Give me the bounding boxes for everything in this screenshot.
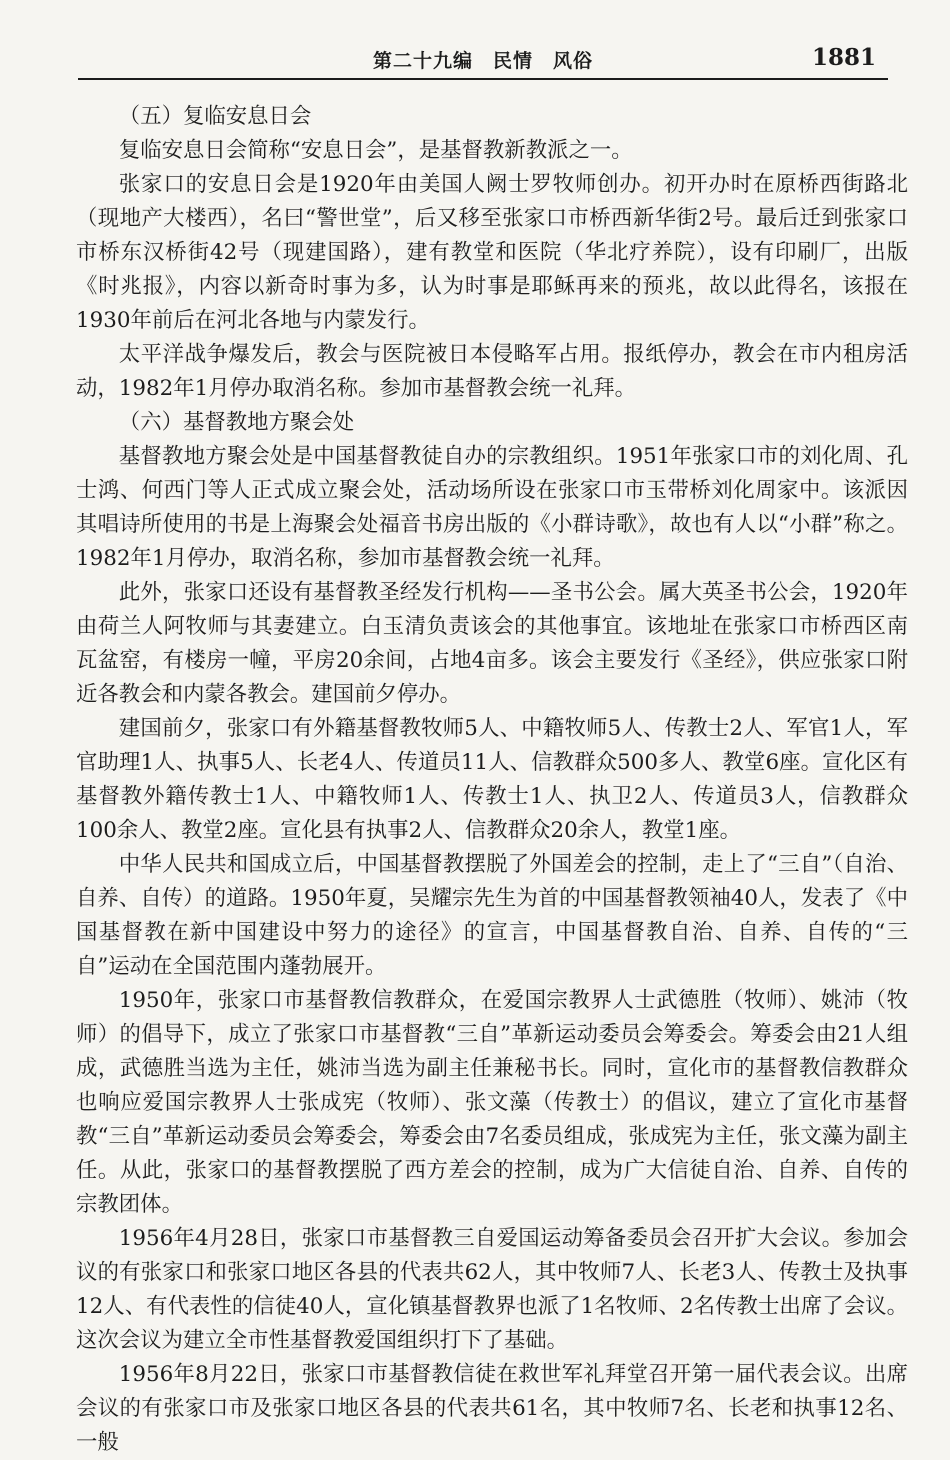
page-number: 1881 — [811, 44, 876, 71]
paragraph: 基督教地方聚会处是中国基督教徒自办的宗教组织。1951年张家口市的刘化周、孔士鸿、何西门等人正式成立聚会处，活动场所设在张家口市玉带桥刘化周家中。该派因其唱诗所使用的书是上海聚会处福音书房出版的《小群诗歌》，故也有人以“小群”称之。1982年1月停办，取消名称，参加市基督教会统一礼拜。 — [76, 444, 908, 571]
paragraph: 1956年4月28日，张家口市基督教三自爱国运动筹备委员会召开扩大会议。参加会议的有张家口和张家口地区各县的代表共62人，其中牧师7人、长老3人、传教士及执事12人、有代表性的信徒40人，宣化镇基督教界也派了1名牧师、2名传教士出席了会议。这次会议为建立全市性基督教爱国组织打下了基础。 — [76, 1226, 908, 1353]
paragraph: 张家口的安息日会是1920年由美国人阙士罗牧师创办。初开办时在原桥西街路北（现地产大楼西），名曰“警世堂”，后又移至张家口市桥西新华街2号。最后迁到张家口市桥东汉桥街42号（现建国路），建有教堂和医院（华北疗养院），设有印刷厂，出版《时兆报》，内容以新奇时事为多，认为时事是耶稣再来的预兆，故以此得名，该报在1930年前后在河北各地与内蒙发行。 — [76, 172, 908, 333]
paragraph: 建国前夕，张家口有外籍基督教牧师5人、中籍牧师5人、传教士2人、军官1人，军官助理1人、执事5人、长老4人、传道员11人、信教群众500多人、教堂6座。宣化区有基督教外籍传教士1人、中籍牧师1人、传教士1人、执卫2人、传道员3人，信教群众100余人、教堂2座。宣化县有执事2人、信教群众20余人，教堂1座。 — [76, 716, 908, 843]
section-heading: （六）基督教地方聚会处 — [118, 410, 355, 435]
paragraph: 此外，张家口还设有基督教圣经发行机构——圣书公会。属大英圣书公会，1920年由荷兰人阿牧师与其妻建立。白玉清负责该会的其他事宜。该地址在张家口市桥西区南瓦盆窑，有楼房一幢，平房20余间，占地4亩多。该会主要发行《圣经》，供应张家口附近各教会和内蒙各教会。建国前夕停办。 — [76, 580, 908, 707]
paragraph: 复临安息日会简称“安息日会”，是基督教新教派之一。 — [118, 138, 633, 163]
body-text — [76, 100, 908, 1460]
running-header — [78, 42, 888, 80]
paragraph: 中华人民共和国成立后，中国基督教摆脱了外国差会的控制，走上了“三自”（自治、自养、自传）的道路。1950年夏，吴耀宗先生为首的中国基督教领袖40人，发表了《中国基督教在新中国建设中努力的途径》的宣言，中国基督教自治、自养、自传的“三自”运动在全国范围内蓬勃展开。 — [76, 852, 908, 979]
paragraph: 1956年8月22日，张家口市基督教信徒在救世军礼拜堂召开第一届代表会议。出席会议的有张家口市及张家口地区各县的代表共61名，其中牧师7名、长老和执事12名、一般 — [76, 1362, 908, 1455]
header-title: 第二十九编 民情 风俗 — [373, 50, 594, 72]
section-heading: （五）复临安息日会 — [118, 104, 312, 129]
paragraph: 太平洋战争爆发后，教会与医院被日本侵略军占用。报纸停办，教会在市内租房活动，1982年1月停办取消名称。参加市基督教会统一礼拜。 — [76, 342, 908, 401]
paragraph: 1950年，张家口市基督教信教群众，在爱国宗教界人士武德胜（牧师）、姚沛（牧师）的倡导下，成立了张家口市基督教“三自”革新运动委员会筹委会。筹委会由21人组成，武德胜当选为主任，姚沛当选为副主任兼秘书长。同时，宣化市的基督教信教群众也响应爱国宗教界人士张成宪（牧师）、张文藻（传教士）的倡议，建立了宣化市基督教“三自”革新运动委员会筹委会，筹委会由7名委员组成，张成宪为主任，张文藻为副主任。从此，张家口的基督教摆脱了西方差会的控制，成为广大信徒自治、自养、自传的宗教团体。 — [76, 988, 908, 1217]
